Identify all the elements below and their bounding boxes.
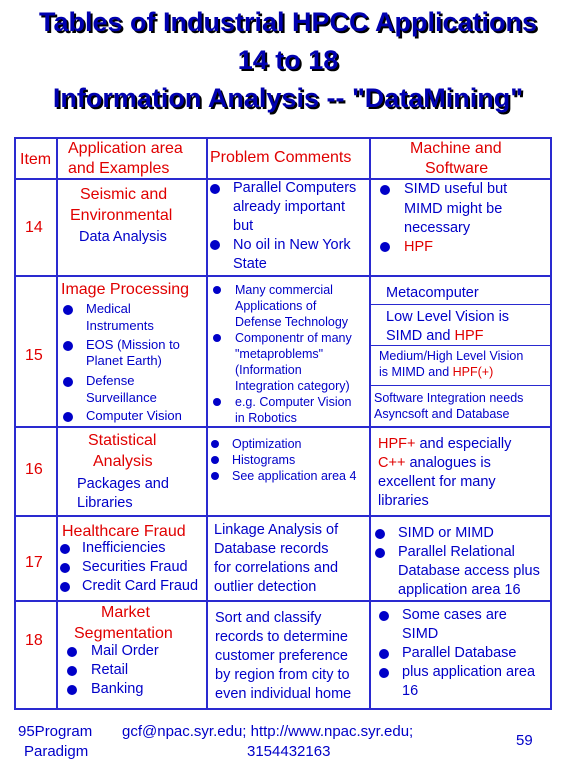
machine-text: Medium/High Level Vision (379, 349, 524, 363)
area-bullet: Securities Fraud (82, 559, 188, 575)
problem-text: outlier detection (214, 579, 317, 595)
machine-text: Metacomputer (386, 285, 479, 301)
machine-text: Parallel Relational (398, 544, 515, 560)
area-title: Seismic and (80, 186, 168, 203)
footer-contact: gcf@npac.syr.edu; http://www.npac.syr.edu; (122, 723, 414, 740)
header-item: Item (20, 151, 52, 168)
problem-text: See application area 4 (232, 469, 357, 483)
machine-text: excellent for many (378, 474, 496, 490)
problem-text: Many commercial (235, 283, 333, 297)
problem-text: by region from city to (215, 667, 350, 683)
bullet-icon (380, 185, 390, 195)
bullet-icon (211, 456, 219, 464)
machine-text: Software Integration needs (374, 391, 524, 405)
item-number: 18 (25, 632, 43, 649)
problem-text: Histograms (232, 453, 296, 467)
area-example: Data Analysis (79, 229, 167, 245)
bullet-icon (60, 544, 70, 554)
bullet-icon (67, 666, 77, 676)
bullet-icon (379, 649, 389, 659)
problem-text: e.g. Computer Vision (235, 395, 352, 409)
area-title: Image Processing (61, 281, 190, 298)
problem-text: Sort and classify (215, 610, 322, 626)
problem-text: for correlations and (214, 560, 339, 576)
problem-text: Optimization (232, 437, 302, 451)
machine-text: HPF (404, 239, 433, 255)
problem-text: records to determine (215, 629, 348, 645)
bullet-icon (67, 647, 77, 657)
problem-text: customer preference (215, 648, 348, 664)
problem-text: in Robotics (235, 411, 297, 425)
header-machine-1: Machine and (410, 140, 502, 157)
area-bullet: Medical (86, 301, 131, 316)
problem-text: Defense Technology (235, 315, 349, 329)
area-bullet: Computer Vision (86, 408, 182, 423)
problem-text: even individual home (215, 686, 352, 702)
machine-text: Low Level Vision is (386, 309, 510, 325)
machine-text: HPF+ and especially (378, 436, 512, 452)
area-bullet: Retail (91, 662, 129, 678)
area-title: Healthcare Fraud (62, 523, 186, 540)
area-bullet: Banking (91, 681, 144, 697)
area-title: Segmentation (74, 625, 173, 642)
footer-left: Paradigm (24, 743, 89, 760)
machine-text: Parallel Database (402, 645, 517, 661)
bullet-icon (375, 529, 385, 539)
header-application-1: Application area (68, 140, 183, 157)
bullet-icon (379, 668, 389, 678)
problem-text: State (233, 256, 267, 272)
machine-text: Some cases are (402, 607, 507, 623)
machine-text: SIMD useful but (404, 181, 508, 197)
title-line-3: Information Analysis -- "DataMining" (52, 83, 524, 113)
area-example: Packages and (77, 476, 169, 492)
machine-text: Database access plus (398, 563, 540, 579)
header-problem-comments: Problem Comments (210, 149, 352, 166)
bullet-icon (213, 398, 221, 406)
area-bullet: Surveillance (86, 390, 157, 405)
area-bullet: Mail Order (91, 643, 159, 659)
area-example: Libraries (77, 495, 133, 511)
bullet-icon (211, 440, 219, 448)
problem-text: Componentr of many (235, 331, 352, 345)
area-bullet: Credit Card Fraud (82, 578, 199, 594)
bullet-icon (60, 582, 70, 592)
machine-text: libraries (378, 493, 429, 509)
machine-text: application area 16 (398, 582, 521, 598)
area-bullet: Defense (86, 373, 135, 388)
title-line-1: Tables of Industrial HPCC Applications (38, 7, 538, 37)
problem-text: already important (233, 199, 346, 215)
machine-text: is MIMD and HPF(+) (379, 365, 494, 379)
problem-text: Linkage Analysis of (214, 522, 339, 538)
item-number: 16 (25, 461, 43, 478)
bullet-icon (63, 341, 73, 351)
area-title: Analysis (93, 453, 153, 470)
problem-text: Integration category) (235, 379, 350, 393)
bullet-icon (213, 334, 221, 342)
bullet-icon (63, 412, 73, 422)
area-bullet: Instruments (86, 318, 154, 333)
bullet-icon (380, 242, 390, 252)
machine-text: SIMD or MIMD (398, 525, 494, 541)
bullet-icon (67, 685, 77, 695)
problem-text: "metaproblems" (235, 347, 324, 361)
machine-text: C++ analogues is (378, 455, 491, 471)
machine-text: MIMD might be (404, 201, 503, 217)
bullet-icon (60, 563, 70, 573)
area-title: Environmental (70, 207, 173, 224)
item-number: 14 (25, 219, 43, 236)
machine-text: SIMD and HPF (386, 328, 484, 344)
problem-text: No oil in New York (233, 237, 351, 253)
bullet-icon (210, 240, 220, 250)
area-bullet: Planet Earth) (86, 353, 162, 368)
bullet-icon (63, 377, 73, 387)
problem-text: Parallel Computers (233, 180, 357, 196)
problem-text: Database records (214, 541, 329, 557)
problem-text: Applications of (235, 299, 317, 313)
footer-left: 95Program (18, 723, 93, 740)
machine-text: necessary (404, 220, 471, 236)
machine-text: plus application area (402, 664, 536, 680)
footer-phone: 3154432163 (247, 743, 331, 760)
problem-text: but (233, 218, 254, 234)
area-title: Market (101, 604, 150, 621)
bullet-icon (210, 184, 220, 194)
header-machine-2: Software (425, 160, 489, 177)
area-bullet: Inefficiencies (82, 540, 166, 556)
header-application-2: and Examples (68, 160, 170, 177)
machine-text: 16 (402, 683, 419, 699)
problem-text: (Information (235, 363, 302, 377)
item-number: 15 (25, 347, 43, 364)
title-line-2: 14 to 18 (237, 45, 339, 75)
area-bullet: EOS (Mission to (86, 337, 180, 352)
bullet-icon (375, 548, 385, 558)
page-number: 59 (516, 732, 533, 749)
item-number: 17 (25, 554, 43, 571)
machine-text: SIMD (402, 626, 439, 642)
bullet-icon (211, 472, 219, 480)
bullet-icon (213, 286, 221, 294)
bullet-icon (63, 305, 73, 315)
bullet-icon (379, 611, 389, 621)
area-title: Statistical (88, 432, 157, 449)
machine-text: Asyncsoft and Database (374, 407, 510, 421)
